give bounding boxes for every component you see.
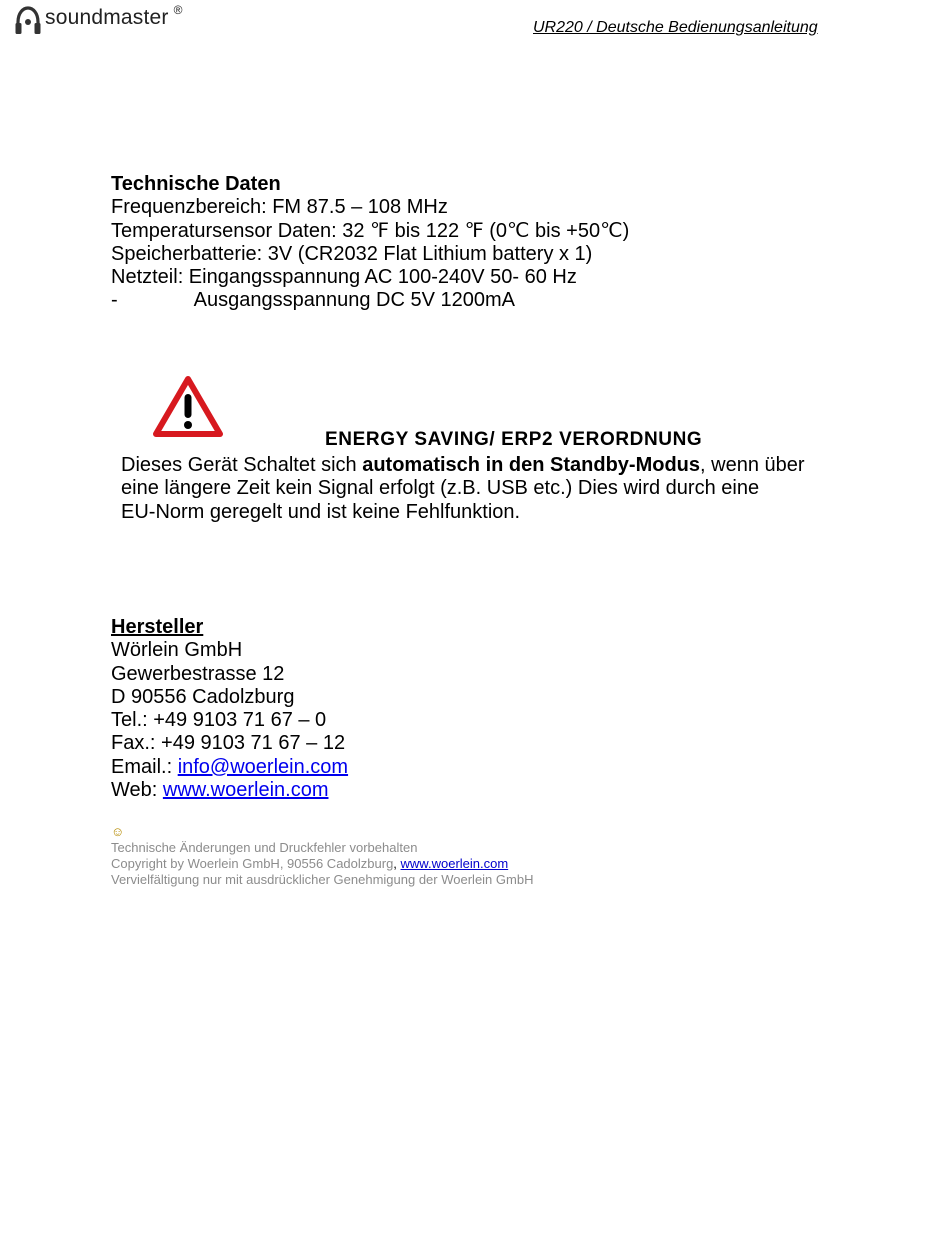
energy-line-1-end: , wenn über	[700, 454, 805, 476]
spec-backup-battery: Speicherbatterie: 3V (CR2032 Flat Lithium battery x 1)	[111, 242, 593, 265]
output-dash: -	[111, 289, 118, 312]
output-voltage: Ausgangsspannung DC 5V 1200mA	[193, 289, 515, 312]
footer-disclaimer: Technische Änderungen und Druckfehler vorbehalten	[111, 840, 418, 855]
energy-saving-text	[121, 454, 805, 524]
standby-emphasis: automatisch in den Standby-Modus	[362, 454, 701, 476]
footer-reproduction-notice: Vervielfältigung nur mit ausdrücklicher Genehmigung der Woerlein GmbH	[111, 872, 534, 887]
brand-logo	[14, 4, 182, 36]
fax-number: Fax.: +49 9103 71 67 – 12	[111, 732, 346, 755]
document-title: UR220 / Deutsche Bedienungsanleitung	[533, 19, 818, 36]
spec-power-input: Netzteil: Eingangsspannung AC 100-240V 50- 60 Hz	[111, 266, 577, 289]
technical-data-heading: Technische Daten	[111, 173, 281, 195]
manufacturer-section	[111, 616, 348, 802]
web-row	[111, 779, 348, 802]
technical-data-section	[111, 173, 629, 313]
city-address: D 90556 Cadolzburg	[111, 685, 295, 708]
energy-saving-heading: ENERGY SAVING/ ERP2 VERORDNUNG	[325, 429, 703, 450]
footer-website-link[interactable]: www.woerlein.com	[400, 856, 509, 871]
manufacturer-heading: Hersteller	[111, 616, 204, 638]
street-address: Gewerbestrasse 12	[111, 662, 285, 685]
energy-line-1-start: Dieses Gerät Schaltet sich	[121, 454, 363, 476]
spec-frequency: Frequenzbereich: FM 87.5 – 108 MHz	[111, 196, 448, 219]
company-name: Wörlein GmbH	[111, 639, 243, 662]
footer-copyright	[111, 856, 533, 872]
copyright-separator: ,	[393, 856, 401, 871]
spec-temperature-sensor: Temperatursensor Daten: 32 ℉ bis 122 ℉ (0℃ bis +50℃)	[111, 219, 630, 242]
spec-power-output	[111, 289, 629, 312]
phone-number: Tel.: +49 9103 71 67 – 0	[111, 709, 327, 732]
energy-line-1	[121, 454, 805, 477]
email-link[interactable]: info@woerlein.com	[177, 755, 349, 778]
smiley-icon: ☺	[111, 824, 125, 839]
energy-line-3: EU-Norm geregelt und ist keine Fehlfunktion.	[121, 500, 521, 523]
energy-line-2: eine längere Zeit kein Signal erfolgt (z.B. USB etc.) Dies wird durch eine	[121, 477, 760, 500]
copyright-text: Copyright by Woerlein GmbH, 90556 Cadolzburg	[111, 856, 394, 871]
brand-name: soundmaster	[45, 5, 169, 29]
email-row	[111, 756, 348, 779]
email-label: Email.:	[111, 755, 178, 778]
web-label: Web:	[111, 779, 163, 802]
soundmaster-logo-icon	[14, 4, 42, 36]
registered-mark: ®	[173, 3, 183, 17]
website-link[interactable]: www.woerlein.com	[162, 779, 329, 802]
warning-triangle-icon	[152, 375, 224, 439]
legal-footer	[111, 824, 533, 888]
